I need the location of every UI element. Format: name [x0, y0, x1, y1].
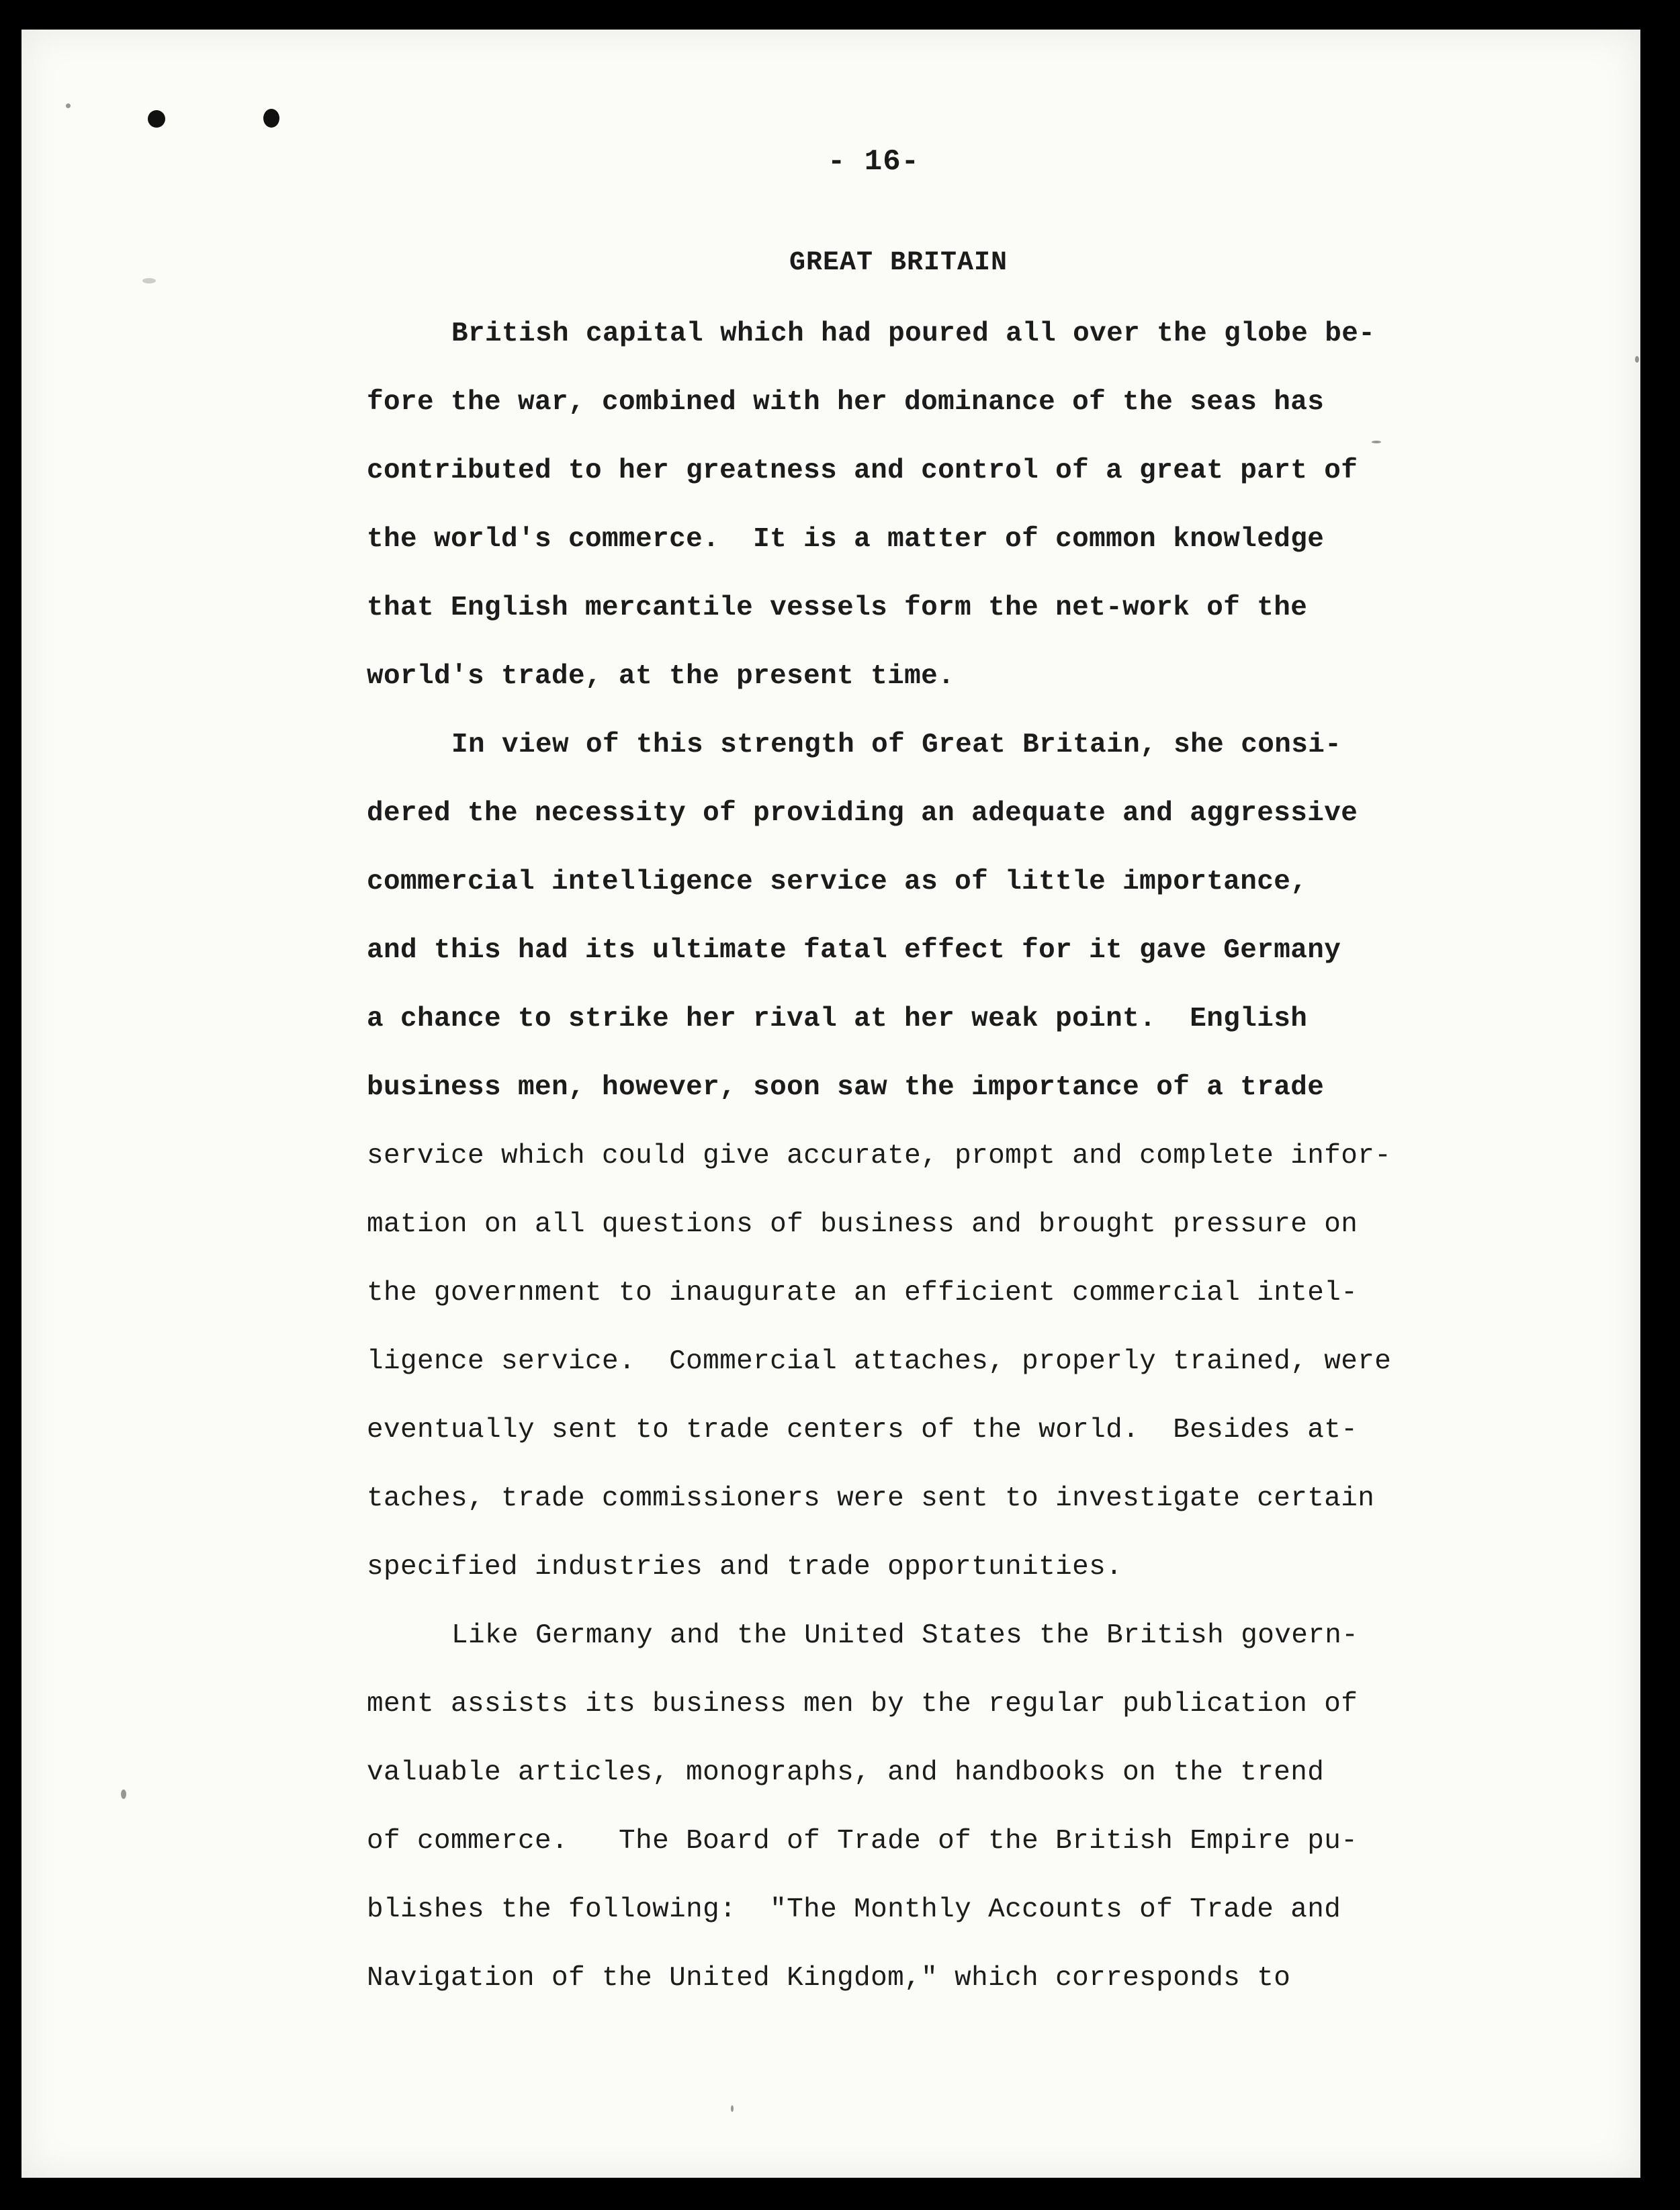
text-line: service which could give accurate, prompt and complete infor- — [367, 1141, 1392, 1172]
scan-speck — [731, 2105, 734, 2112]
punch-hole-mark — [148, 110, 165, 128]
text-line: specified industries and trade opportunities. — [367, 1552, 1123, 1583]
text-line: mation on all questions of business and brought pressure on — [367, 1209, 1358, 1240]
text-line: that English mercantile vessels form the net-work of the — [367, 592, 1308, 623]
text-line: In view of this strength of Great Britain, she consi- — [451, 730, 1342, 760]
page-number: - 16- — [828, 145, 920, 179]
scan-speck — [1372, 441, 1381, 443]
text-line: blishes the following: "The Monthly Accounts of Trade and — [367, 1894, 1341, 1925]
punch-hole-mark — [263, 109, 279, 128]
text-line: ment assists its business men by the regular publication of — [367, 1689, 1358, 1720]
text-line: Navigation of the United Kingdom," which corresponds to — [367, 1963, 1291, 1994]
scan-speck — [66, 103, 71, 108]
scan-speck — [121, 1789, 126, 1799]
text-line: Like Germany and the United States the British govern- — [451, 1620, 1359, 1651]
text-line: a chance to strike her rival at her weak point. English — [367, 1004, 1308, 1034]
text-line: British capital which had poured all over the globe be- — [451, 318, 1376, 349]
text-line: dered the necessity of providing an adequate and aggressive — [367, 798, 1358, 829]
text-line: the world's commerce. It is a matter of common knowledge — [367, 524, 1325, 555]
scan-speck — [142, 278, 156, 283]
text-line: commercial intelligence service as of little importance, — [367, 867, 1308, 897]
document-page — [21, 30, 1640, 2178]
text-line: contributed to her greatness and control of a great part of — [367, 455, 1358, 486]
text-line: taches, trade commissioners were sent to investigate certain — [367, 1483, 1375, 1514]
text-line: the government to inaugurate an efficient commercial intel- — [367, 1278, 1358, 1309]
text-line: and this had its ultimate fatal effect for it gave Germany — [367, 935, 1341, 966]
text-line: valuable articles, monographs, and handbooks on the trend — [367, 1757, 1325, 1788]
scan-speck — [1635, 356, 1639, 363]
text-line: world's trade, at the present time. — [367, 661, 955, 692]
text-line: eventually sent to trade centers of the world. Besides at- — [367, 1415, 1358, 1446]
text-line: of commerce. The Board of Trade of the British Empire pu- — [367, 1826, 1358, 1857]
text-line: business men, however, soon saw the importance of a trade — [367, 1072, 1325, 1103]
text-line: ligence service. Commercial attaches, properly trained, were — [367, 1346, 1392, 1377]
section-title: GREAT BRITAIN — [789, 248, 1008, 278]
text-line: fore the war, combined with her dominance of the seas has — [367, 387, 1325, 418]
